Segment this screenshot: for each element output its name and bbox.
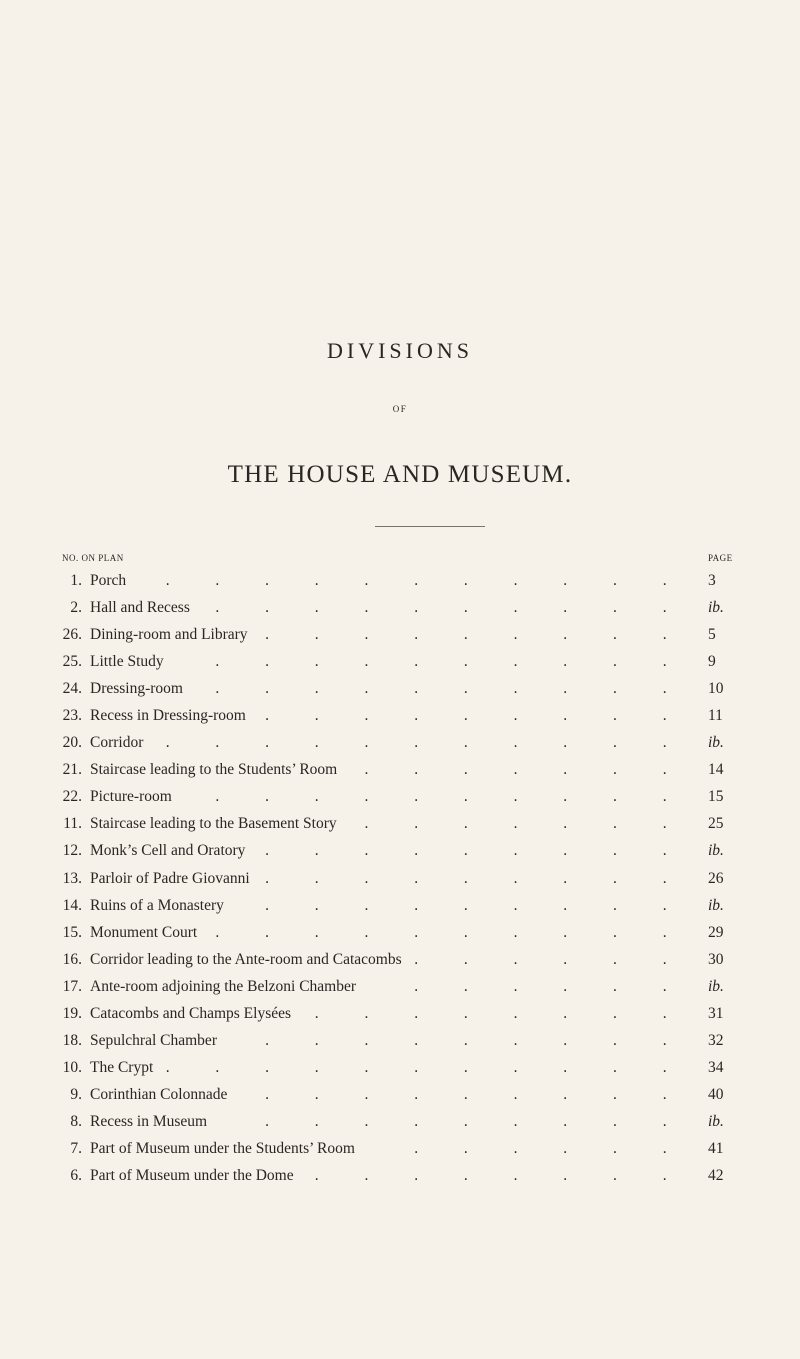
dot-leader: . . . . . . . . . . .	[165, 572, 667, 589]
plan-number: 19.	[62, 1004, 82, 1022]
dot-leader: . . . . . .	[414, 950, 667, 968]
division-label: Little Study	[90, 653, 164, 671]
plan-number: 23.	[62, 707, 82, 725]
list-item	[0, 567, 800, 594]
dot-leader: . . . . . . . . . .	[215, 923, 667, 941]
page-column-header: PAGE	[708, 553, 733, 563]
dot-leader: . . . . . .	[414, 977, 667, 995]
plan-number: 1.	[70, 572, 82, 589]
list-item	[0, 1135, 800, 1162]
plan-number: 10.	[62, 1058, 82, 1076]
page-number: 15	[708, 788, 724, 806]
dot-leader: . . . . . . .	[364, 761, 667, 779]
division-label: Staircase leading to the Students’ Room	[90, 761, 338, 779]
division-label: Staircase leading to the Basement Story	[90, 815, 337, 833]
dot-leader: . . . . . . . . .	[265, 707, 667, 725]
dot-leader: . . . . . . . . .	[265, 842, 667, 860]
title-divider	[375, 526, 485, 527]
plan-number: 6.	[70, 1167, 82, 1185]
dot-leader: . . . . . . . . . . .	[165, 1058, 667, 1076]
division-label: Porch	[90, 572, 127, 589]
page-number: 14	[708, 761, 724, 779]
page-number: 40	[708, 1085, 724, 1103]
list-item	[0, 756, 800, 783]
list-item	[0, 1054, 800, 1081]
plan-number: 13.	[62, 869, 82, 887]
page-number: 9	[708, 653, 716, 671]
division-label: Ante-room adjoining the Belzoni Chamber	[90, 977, 357, 995]
dot-leader: . . . . . . . .	[314, 1004, 667, 1022]
division-label: Corridor leading to the Ante-room and Catacombs	[90, 950, 402, 968]
dot-leader: . . . . . . . . . .	[215, 680, 667, 698]
list-item	[0, 810, 800, 837]
page-number: ib.	[708, 842, 724, 860]
division-label: Recess in Dressing-room	[90, 707, 246, 725]
division-label: Monk’s Cell and Oratory	[90, 842, 246, 860]
dot-leader: . . . . . . . . . . .	[165, 734, 667, 752]
title-connector: OF	[392, 404, 408, 414]
list-item	[0, 783, 800, 810]
list-item	[0, 919, 800, 946]
list-item	[0, 729, 800, 756]
plan-number: 2.	[70, 599, 82, 617]
dot-leader: . . . . . . .	[364, 815, 667, 833]
plan-number: 25.	[62, 653, 82, 671]
division-label: Corridor	[90, 734, 144, 752]
page-number: 29	[708, 923, 724, 941]
dot-leader: . . . . . .	[414, 1139, 667, 1157]
list-item	[0, 973, 800, 1000]
plan-number: 17.	[62, 977, 82, 995]
division-label: Corinthian Colonnade	[90, 1085, 228, 1103]
plan-number: 12.	[62, 842, 82, 860]
list-item	[0, 1000, 800, 1027]
list-item	[0, 648, 800, 675]
dot-leader: . . . . . . . . .	[265, 1031, 667, 1049]
page-number: ib.	[708, 734, 724, 752]
dot-leader: . . . . . . . . .	[265, 896, 667, 914]
plan-number: 7.	[70, 1139, 82, 1157]
plan-number: 15.	[62, 923, 82, 941]
list-item	[0, 865, 800, 892]
dot-leader: . . . . . . . . .	[265, 1112, 667, 1130]
plan-number: 20.	[62, 734, 82, 752]
page-title: DIVISIONS	[327, 338, 473, 363]
dot-leader: . . . . . . . . .	[265, 1085, 667, 1103]
page-number: 10	[708, 680, 724, 698]
page-number: ib.	[708, 1112, 724, 1130]
page-number: 32	[708, 1031, 724, 1049]
page-number: 26	[708, 869, 724, 887]
dot-leader: . . . . . . . .	[314, 1167, 667, 1185]
division-label: The Crypt	[90, 1058, 154, 1076]
dot-leader: . . . . . . . . . .	[215, 599, 667, 617]
plan-number-column-header: NO. ON PLAN	[62, 553, 124, 563]
list-item	[0, 675, 800, 702]
list-item	[0, 1162, 800, 1189]
dot-leader: . . . . . . . . . .	[215, 788, 667, 806]
plan-number: 21.	[62, 761, 82, 779]
division-label: Sepulchral Chamber	[90, 1031, 217, 1049]
page-number: ib.	[708, 896, 724, 914]
plan-number: 11.	[63, 815, 82, 833]
division-label: Dining-room and Library	[90, 626, 248, 644]
division-label: Part of Museum under the Dome	[90, 1167, 294, 1185]
division-label: Picture-room	[90, 788, 172, 806]
page-number: 34	[708, 1058, 724, 1076]
contents-list	[0, 567, 800, 1189]
list-item	[0, 1027, 800, 1054]
page-number: 41	[708, 1139, 724, 1157]
list-item	[0, 837, 800, 864]
list-item	[0, 892, 800, 919]
division-label: Part of Museum under the Students’ Room	[90, 1139, 355, 1157]
dot-leader: . . . . . . . . .	[265, 626, 667, 644]
plan-number: 14.	[62, 896, 82, 914]
list-item	[0, 702, 800, 729]
division-label: Parloir of Padre Giovanni	[90, 869, 250, 887]
list-item	[0, 621, 800, 648]
division-label: Hall and Recess	[90, 599, 190, 617]
list-item	[0, 1081, 800, 1108]
division-label: Monument Court	[90, 923, 198, 941]
division-label: Ruins of a Monastery	[90, 896, 224, 914]
page-number: ib.	[708, 977, 724, 995]
dot-leader: . . . . . . . . .	[265, 869, 667, 887]
plan-number: 9.	[70, 1085, 82, 1103]
division-label: Dressing-room	[90, 680, 183, 698]
page-number: 25	[708, 815, 724, 833]
plan-number: 16.	[62, 950, 82, 968]
plan-number: 26.	[62, 626, 82, 644]
page-number: 31	[708, 1004, 724, 1022]
dot-leader: . . . . . . . . . .	[215, 653, 667, 671]
division-label: Recess in Museum	[90, 1112, 208, 1130]
plan-number: 8.	[70, 1112, 82, 1130]
plan-number: 24.	[62, 680, 82, 698]
page-number: 42	[708, 1167, 724, 1185]
list-item	[0, 946, 800, 973]
page-number: 11	[708, 707, 723, 725]
list-item	[0, 594, 800, 621]
page-number: 5	[708, 626, 716, 644]
division-label: Catacombs and Champs Elysées	[90, 1004, 292, 1022]
plan-number: 18.	[62, 1031, 82, 1049]
page-number: 30	[708, 950, 724, 968]
page-number: 3	[708, 572, 716, 589]
list-item	[0, 1108, 800, 1135]
page-number: ib.	[708, 599, 724, 617]
page-subtitle: THE HOUSE AND MUSEUM.	[227, 461, 573, 488]
plan-number: 22.	[62, 788, 82, 806]
